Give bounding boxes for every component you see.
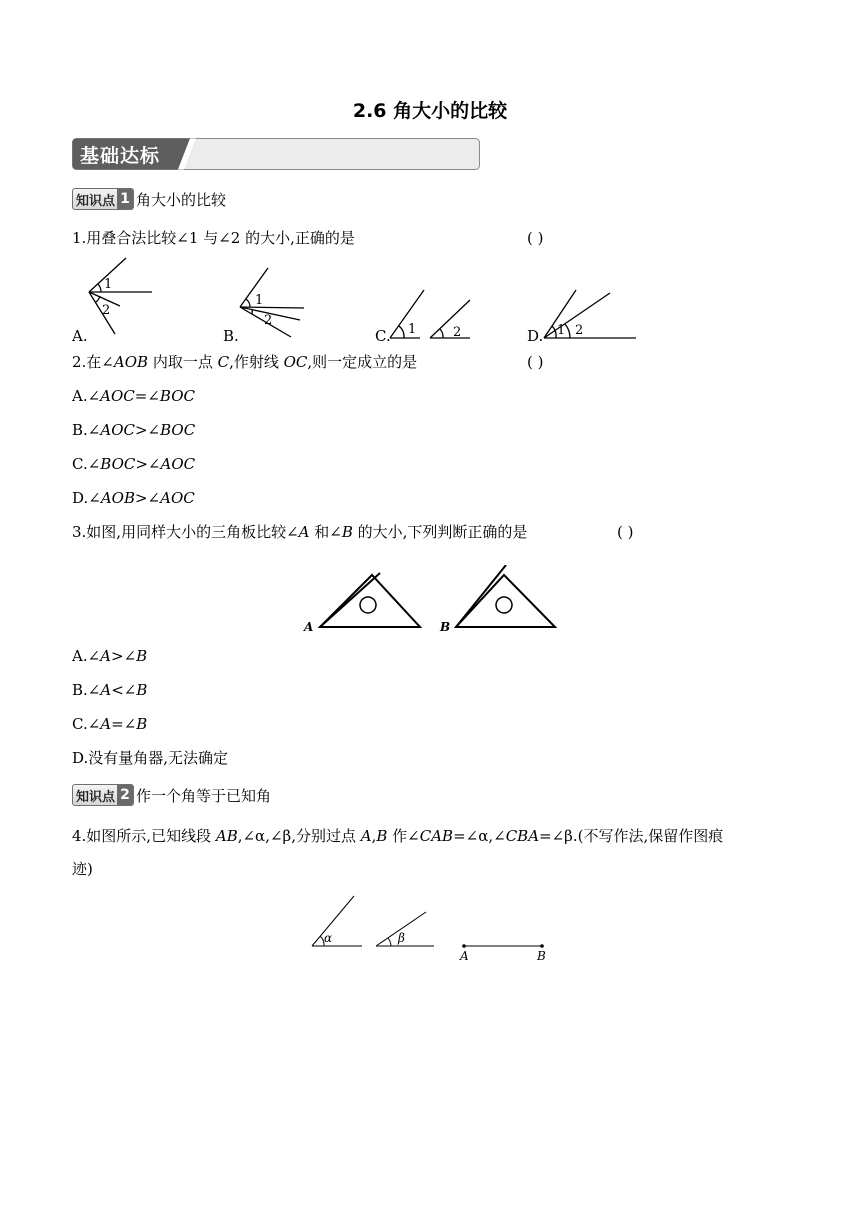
option-label: C.	[375, 327, 391, 345]
text: ,作射线	[229, 353, 284, 371]
point-label-a: A	[460, 949, 469, 963]
page-title: 2.6 角大小的比较	[352, 100, 508, 122]
angle-label: 2	[264, 313, 273, 328]
triangle-rulers-figure	[300, 565, 562, 635]
option-b	[72, 679, 147, 701]
option-label: D.	[527, 327, 544, 345]
text: <∠	[111, 681, 137, 699]
text: B	[376, 827, 388, 845]
option-d: D.没有量角器,无法确定	[72, 749, 229, 767]
text: OC	[283, 353, 308, 371]
point-label-b: B	[537, 949, 546, 963]
option-label: B.	[223, 327, 239, 345]
text: AB	[215, 827, 238, 845]
question-1-figures	[72, 252, 652, 348]
text: =∠α,∠	[453, 827, 506, 845]
question-1	[72, 227, 355, 249]
kp-badge	[72, 784, 134, 806]
kp-badge	[72, 188, 134, 210]
kp-badge-text: 知识点	[76, 193, 116, 209]
question-2	[72, 351, 417, 373]
angle-label-alpha: α	[324, 931, 333, 945]
text: BOC	[100, 455, 136, 473]
question-4	[72, 825, 723, 847]
angle-label: 2	[575, 323, 584, 338]
text: C	[217, 353, 230, 371]
angle-label: 1	[557, 323, 566, 338]
text: C.∠	[72, 715, 101, 733]
text: A.∠	[72, 387, 101, 405]
kp-badge-number: 1	[117, 189, 133, 209]
option-b	[72, 419, 195, 441]
text: =∠	[111, 715, 137, 733]
text: B	[136, 715, 148, 733]
text: ,∠α,∠β,分别过点	[237, 827, 361, 845]
text: A	[100, 681, 112, 699]
option-a	[72, 385, 195, 407]
text: =∠	[134, 387, 160, 405]
knowledge-point-2	[72, 784, 271, 806]
text: AOB	[100, 489, 135, 507]
text: AOC	[160, 489, 195, 507]
question-3	[72, 521, 527, 543]
text: ,则一定成立的是	[307, 353, 418, 371]
text: AOC	[100, 387, 135, 405]
angle-label: 2	[453, 325, 462, 340]
text: A.∠	[72, 647, 101, 665]
point-label-b: B	[440, 620, 451, 634]
text: 2.在∠	[72, 353, 114, 371]
answer-blank: ( )	[527, 353, 544, 371]
option-c	[72, 713, 147, 735]
text: B	[136, 681, 148, 699]
point-b-marker	[540, 944, 544, 948]
text: D.∠	[72, 489, 101, 507]
kp-badge-number: 2	[117, 785, 133, 805]
section-banner	[72, 138, 480, 170]
text: 的大小,下列判断正确的是	[352, 523, 528, 541]
text: B	[136, 647, 148, 665]
point-label-a: A	[304, 620, 314, 634]
text: BOC	[160, 421, 196, 439]
knowledge-point-1	[72, 188, 226, 210]
kp-badge-text: 知识点	[76, 789, 116, 805]
answer-blank: ( )	[527, 229, 544, 247]
text: AOC	[160, 455, 196, 473]
text: A	[298, 523, 310, 541]
question-4-line-2: 迹)	[72, 860, 93, 878]
option-c	[72, 453, 195, 475]
text: >∠	[134, 489, 161, 507]
answer-blank: ( )	[617, 523, 634, 541]
text: 和∠	[309, 523, 342, 541]
kp-title: 作一个角等于已知角	[136, 786, 272, 805]
banner-label: 基础达标	[80, 145, 161, 167]
text: 4.如图所示,已知线段	[72, 827, 216, 845]
text: 3.如图,用同样大小的三角板比较∠	[72, 523, 299, 541]
text: =∠β.(不写作法,保留作图痕	[539, 827, 724, 845]
text: 作∠	[387, 827, 420, 845]
option-d	[72, 487, 195, 509]
text: C.∠	[72, 455, 101, 473]
text: B.∠	[72, 681, 101, 699]
text: >∠	[111, 647, 137, 665]
kp-title: 角大小的比较	[136, 190, 227, 209]
text: B.∠	[72, 421, 101, 439]
angle-label: 2	[102, 303, 111, 318]
point-a-marker	[462, 944, 466, 948]
text: 内取一点	[148, 353, 218, 371]
text: BOC	[159, 387, 195, 405]
option-label: A.	[72, 327, 88, 345]
angle-label: 1	[408, 322, 417, 337]
text: ,	[371, 827, 377, 845]
option-a	[72, 645, 147, 667]
text: A	[100, 647, 112, 665]
angle-label: 1	[255, 293, 264, 308]
text: B	[341, 523, 353, 541]
text: AOB	[113, 353, 149, 371]
text: >∠	[135, 455, 161, 473]
angle-label: 1	[104, 277, 113, 292]
text: >∠	[134, 421, 161, 439]
text: A	[100, 715, 112, 733]
text: CAB	[419, 827, 454, 845]
question-text: 1.用叠合法比较∠1 与∠2 的大小,正确的是	[72, 229, 355, 247]
given-angles-figure	[300, 890, 560, 970]
angle-label-beta: β	[398, 931, 405, 945]
text: AOC	[100, 421, 135, 439]
text: CBA	[505, 827, 540, 845]
text: A	[360, 827, 372, 845]
